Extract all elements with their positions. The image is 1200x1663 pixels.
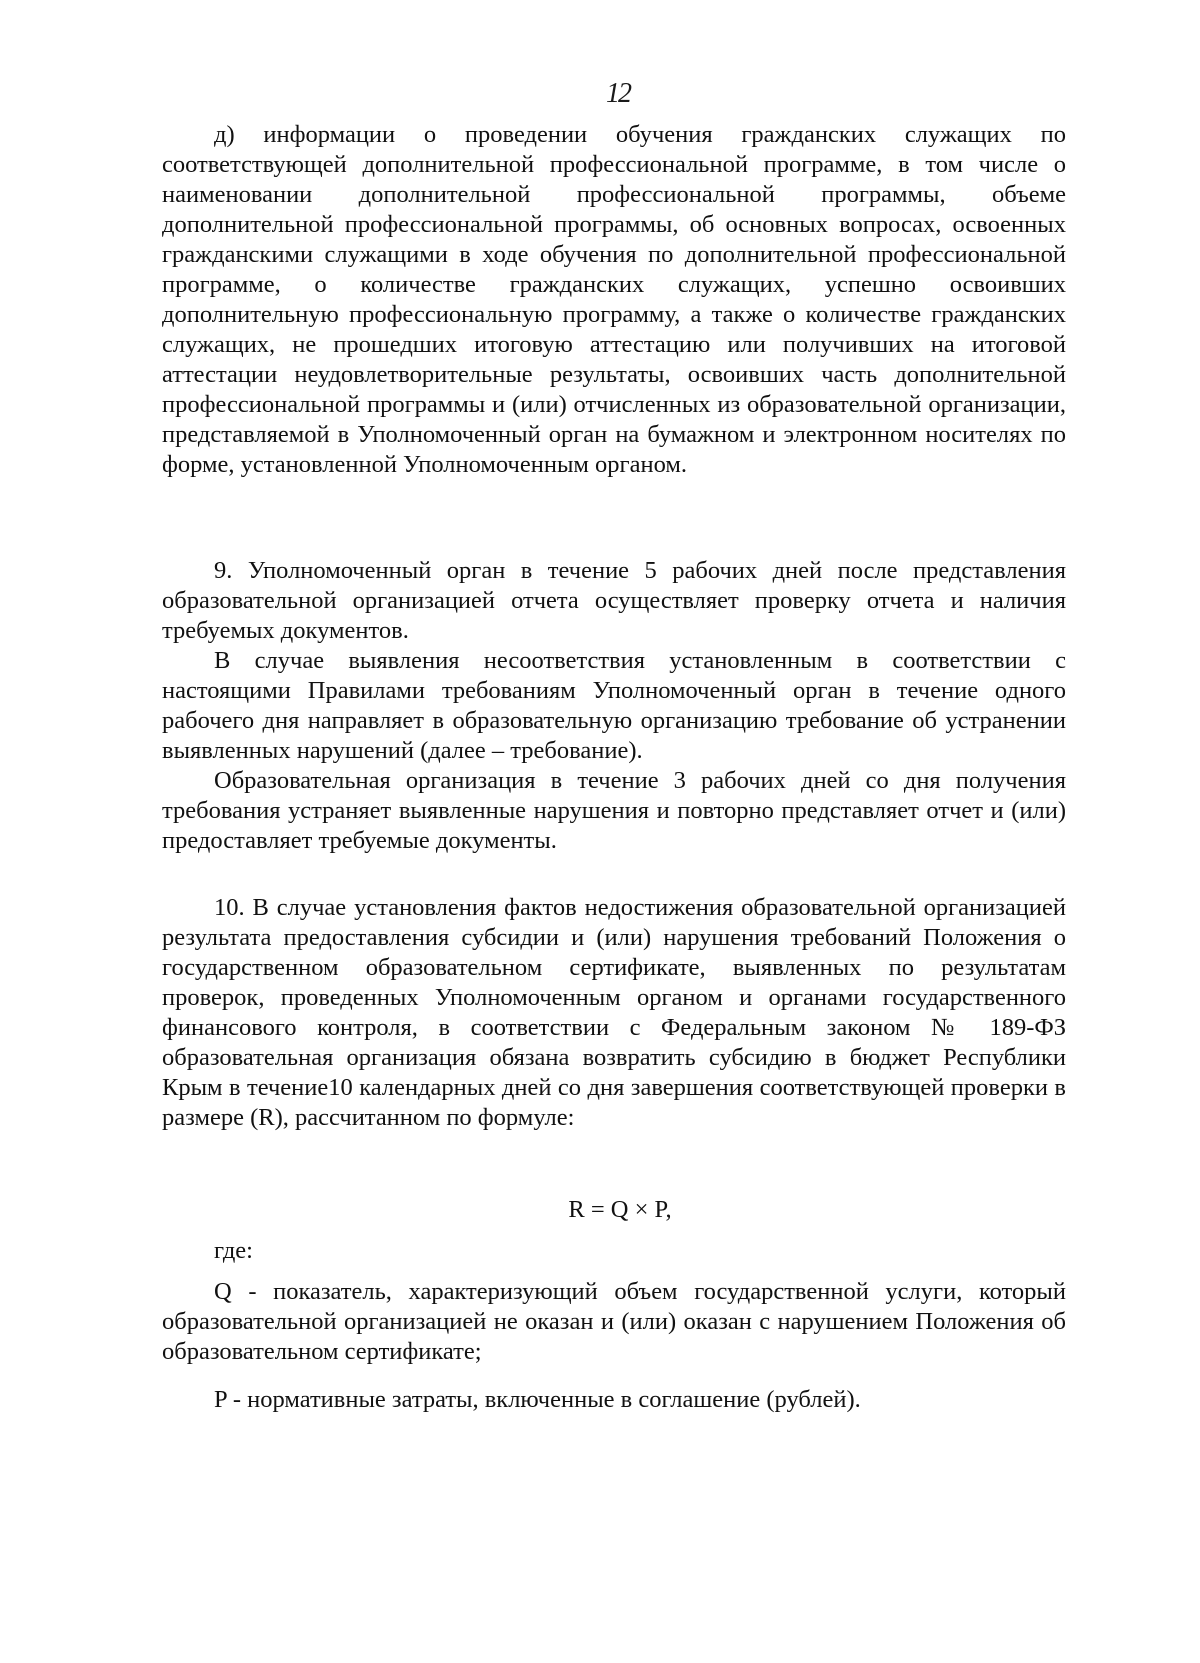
paragraph-item-10: 10. В случае установления фактов недостижения образовательной организацией результата предоставления субсидии и (или) нарушения требований Положения о государственном образовательном сертификате, выявленных по результатам проверок, проведенных Уполномоченным органом и органами государственного финансового контроля, в соответствии с Федеральным законом № 189-ФЗ образовательная организация обязана возвратить субсидию в бюджет Республики Крым в течение10 календарных дней со дня завершения соответствующей проверки в размере (R), рассчитанном по формуле: — [162, 894, 1066, 1131]
page-number: 12 — [606, 78, 630, 109]
section-item-d — [162, 120, 1066, 480]
where-label: где: — [214, 1237, 253, 1264]
paragraph-item-9-correction: Образовательная организация в течение 3 рабочих дней со дня получения требования устраняет выявленные нарушения и повторно представляет отчет и (или) предоставляет требуемые документы. — [162, 767, 1066, 854]
variable-p-definition: P - нормативные затраты, включенные в соглашение (рублей). — [214, 1386, 861, 1413]
paragraph-item-d: д) информации о проведении обучения гражданских служащих по соответствующей дополнительной профессиональной программе, в том числе о наименовании дополнительной профессиональной программы, объеме дополнительной профессиональной программы, об основных вопросах, освоенных гражданскими служащими в ходе обучения по дополнительной профессиональной программе, о количестве гражданских служащих, успешно освоивших дополнительную профессиональную программу, а также о количестве гражданских служащих, не прошедших итоговую аттестацию или получивших на итоговой аттестации неудовлетворительные результаты, освоивших часть дополнительной профессиональной программы и (или) отчисленных из образовательной организации, представляемой в Уполномоченный орган на бумажном и электронном носителях по форме, установленной Уполномоченным органом. — [162, 121, 1066, 478]
paragraph-item-9-violations: В случае выявления несоответствия установленным в соответствии с настоящими Правилами требованиям Уполномоченный орган в течение одного рабочего дня направляет в образовательную организацию требование об устранении выявленных нарушений (далее – требование). — [162, 647, 1066, 764]
formula: R = Q × P, — [568, 1196, 672, 1223]
variable-q-definition: Q - показатель, характеризующий объем государственной услуги, который образовательной организацией не оказан и (или) оказан с нарушением Положения об образовательном сертификате; — [162, 1278, 1066, 1365]
section-item-10 — [162, 893, 1066, 1133]
paragraph-item-9: 9. Уполномоченный орган в течение 5 рабочих дней после представления образовательной организацией отчета осуществляет проверку отчета и наличия требуемых документов. — [162, 557, 1066, 644]
formula-variables — [162, 1277, 1066, 1415]
section-item-9 — [162, 556, 1066, 856]
